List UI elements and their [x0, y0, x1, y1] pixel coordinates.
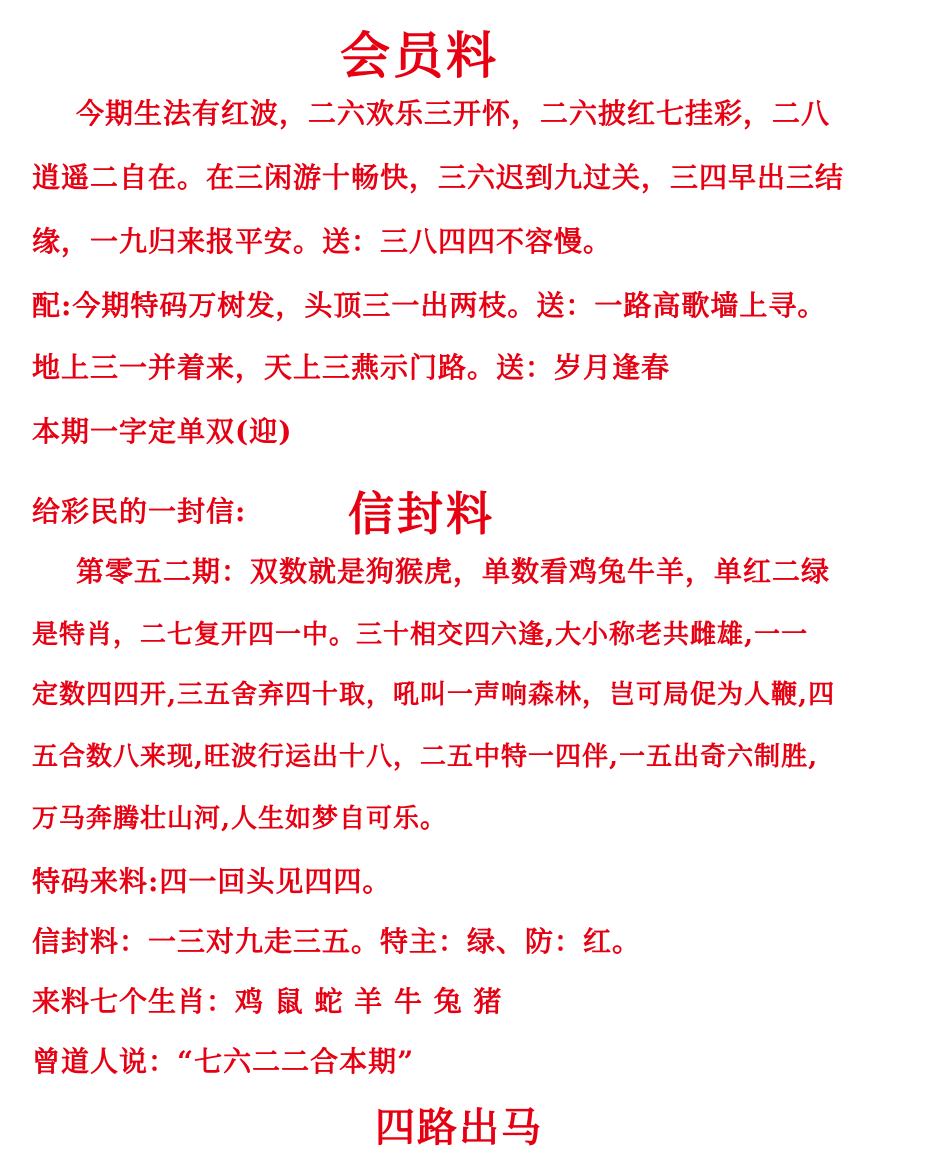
envelope-line-3: 定数四四开,三五舍弃四十取，吼叫一声响森林，岂可局促为人鞭,四 [32, 680, 836, 710]
envelope-line-1: 第零五二期：双数就是狗猴虎，单数看鸡兔牛羊，单红二绿 [76, 555, 831, 588]
envelope-line-2: 是特肖，二七复开四一中。三十相交四六逢,大小称老共雌雄,一一 [32, 620, 809, 650]
member-line-3: 缘，一九归来报平安。送：三八四四不容慢。 [32, 225, 613, 258]
member-line-6: 本期一字定单双(迎) [32, 415, 293, 448]
envelope-line-5: 万马奔腾壮山河,人生如梦自可乐。 [32, 804, 448, 834]
member-line-2: 逍遥二自在。在三闲游十畅快，三六迟到九过关，三四早出三结 [32, 161, 845, 194]
member-line-5: 地上三一并着来，天上三燕示门路。送：岁月逢春 [32, 351, 671, 384]
seven-zodiacs-line: 来料七个生肖：鸡 鼠 蛇 羊 牛 兔 猪 [32, 985, 503, 1018]
title-member-material: 会员料 [340, 26, 499, 85]
title-envelope-material: 信封料 [348, 487, 495, 541]
taoist-saying-line: 曾道人说：“七六二二合本期” [32, 1045, 415, 1078]
special-source-line: 特码来料:四一回头见四四。 [32, 865, 392, 898]
envelope-summary-line: 信封料：一三对九走三五。特主：绿、防：红。 [32, 925, 642, 958]
letter-intro: 给彩民的一封信: [32, 495, 247, 528]
member-line-4: 配:今期特码万树发，头顶三一出两枝。送：一路高歌墙上寻。 [32, 289, 827, 322]
member-line-1: 今期生法有红波，二六欢乐三开怀，二六披红七挂彩，二八 [76, 97, 831, 130]
title-four-roads: 四路出马 [375, 1104, 543, 1151]
envelope-line-4: 五合数八来现,旺波行运出十八，二五中特一四伴,一五出奇六制胜, [32, 742, 819, 772]
